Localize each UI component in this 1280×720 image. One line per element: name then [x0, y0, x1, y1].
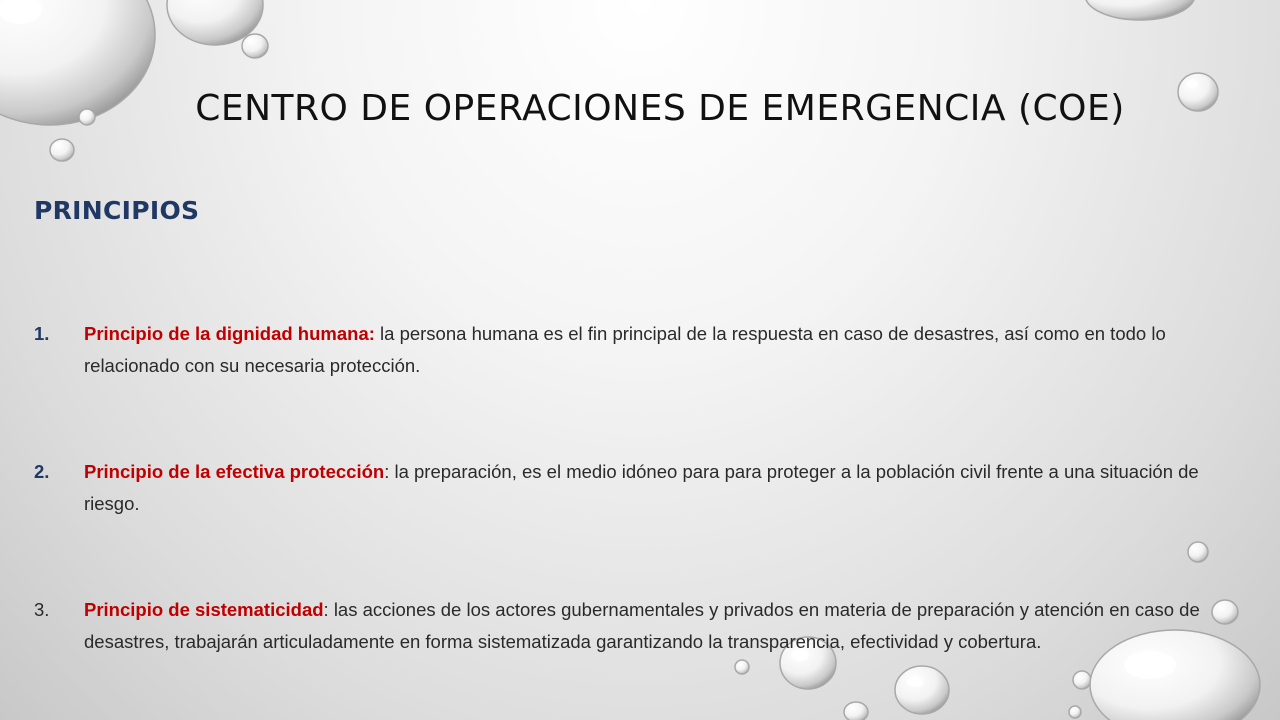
- principles-list: [34, 318, 1259, 658]
- slide-subtitle: PRINCIPIOS: [34, 196, 200, 225]
- principle-text: : las acciones de los actores gubernamentales y privados en materia de preparación y atención en caso de desastres, trabajarán articuladamente en forma sistematizada garantizando la transparencia, efectividad y cobertura.: [84, 599, 1200, 652]
- principle-term: Principio de sistematicidad: [84, 599, 324, 620]
- item-number: 1.: [34, 323, 50, 344]
- droplet-icon: [1073, 671, 1091, 689]
- droplet-icon: [895, 666, 949, 714]
- slide-title: CENTRO DE OPERACIONES DE EMERGENCIA (COE): [195, 88, 1125, 129]
- principle-text: la persona humana es el fin principal de la respuesta en caso de desastres, así como en todo lo relacionado con su necesaria protección.: [84, 323, 1166, 376]
- principle-text: : la preparación, es el medio idóneo para para proteger a la población civil frente a una situación de riesgo.: [84, 461, 1199, 514]
- droplet-icon: [242, 34, 268, 58]
- droplet-icon: [50, 139, 74, 161]
- list-item: [34, 594, 1259, 658]
- list-item: [34, 456, 1259, 520]
- principle-term: Principio de la efectiva protección: [84, 461, 385, 482]
- principle-term: Principio de la dignidad humana:: [84, 323, 375, 344]
- list-item: [34, 318, 1259, 382]
- droplet-icon: [844, 702, 868, 720]
- droplet-icon: [1069, 706, 1081, 718]
- item-number: 3.: [34, 599, 50, 620]
- item-number: 2.: [34, 461, 50, 482]
- droplet-icon: [1085, 0, 1195, 20]
- droplet-icon: [735, 660, 749, 674]
